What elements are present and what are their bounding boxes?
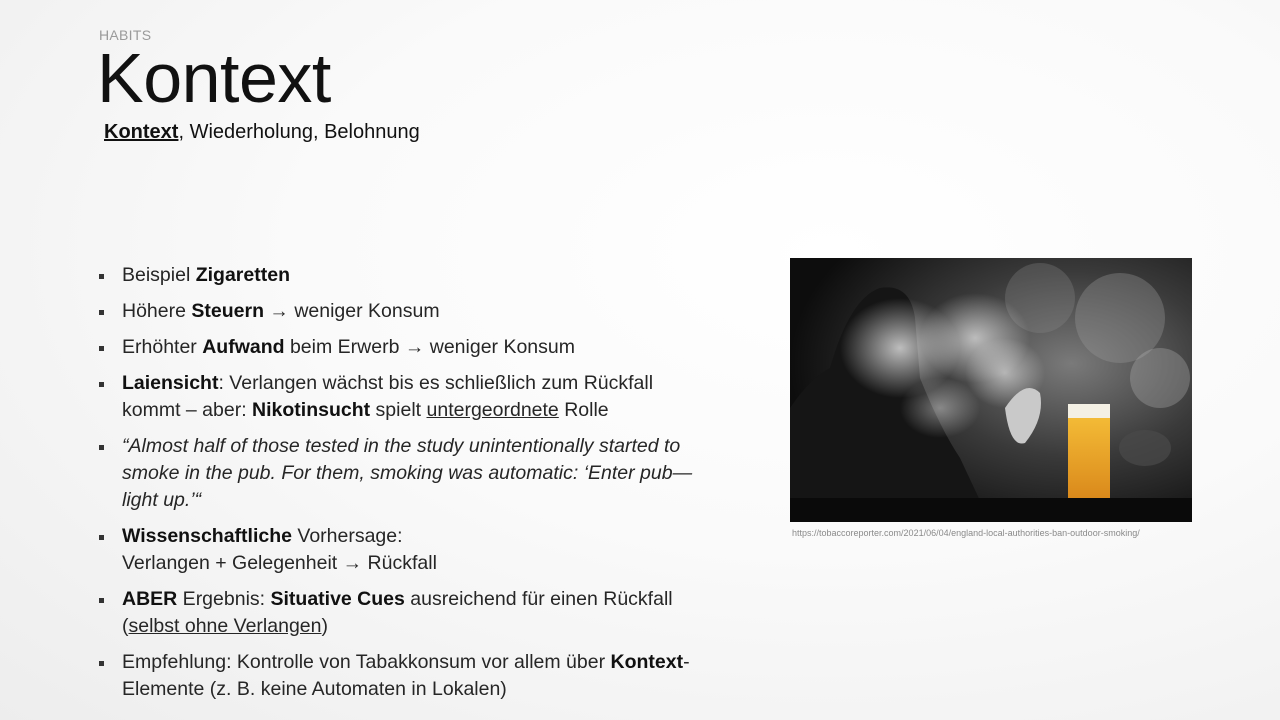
subtitle-highlight: Kontext [104,121,179,143]
smoking-photo [790,258,1192,522]
bullet-item: Laiensicht: Verlangen wächst bis es schließlich zum Rückfall kommt – aber: Nikotinsucht spielt untergeordnete Rolle [96,370,696,424]
bullet-item: Höhere Steuern → weniger Konsum [96,298,696,325]
bullet-list [96,262,696,712]
image-source-caption: https://tobaccoreporter.com/2021/06/04/england-local-authorities-ban-outdoor-smoking/ [792,528,1140,538]
bullet-item: Beispiel Zigaretten [96,262,696,289]
slide-title: Kontext [97,39,331,117]
bullet-item: Erhöhter Aufwand beim Erwerb → weniger Konsum [96,334,696,361]
section-label: HABITS [99,27,152,43]
subtitle-rest: , Wiederholung, Belohnung [178,121,420,143]
bullet-item: Wissenschaftliche Vorhersage: Verlangen + Gelegenheit → Rückfall [96,523,696,577]
slide-subtitle [104,119,420,145]
bullet-item-quote: “Almost half of those tested in the study unintentionally started to smoke in the pub. For them, smoking was automatic: ‘Enter pub—light up.’“ [96,433,696,514]
bullet-item: ABER Ergebnis: Situative Cues ausreichend für einen Rückfall (selbst ohne Verlangen) [96,586,696,640]
bullet-item: Empfehlung: Kontrolle von Tabakkonsum vor allem über Kontext-Elemente (z. B. keine Automaten in Lokalen) [96,649,696,703]
